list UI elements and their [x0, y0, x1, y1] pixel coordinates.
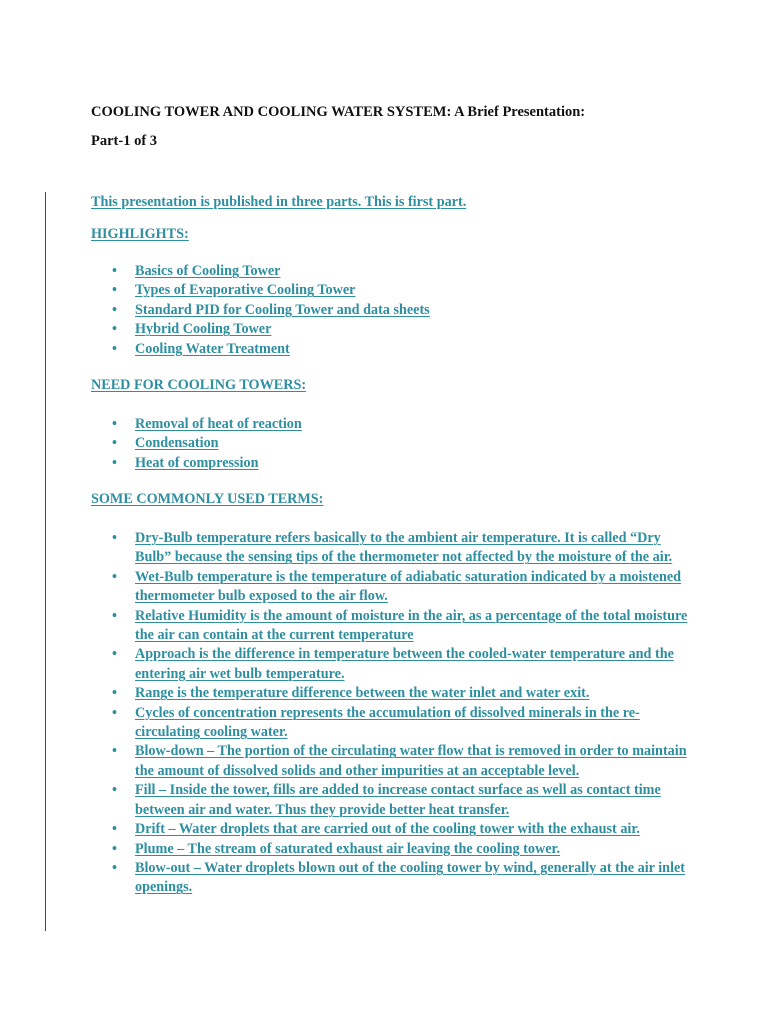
bullet-icon: • [112, 416, 117, 432]
list-item: • Drift – Water droplets that are carried out of the cooling tower with the exhaust air. [112, 820, 692, 839]
highlights-list [112, 262, 692, 359]
document-title: COOLING TOWER AND COOLING WATER SYSTEM: A Brief Presentation: [91, 104, 586, 120]
list-item: • Wet-Bulb temperature is the temperature of adiabatic saturation indicated by a moistened thermometer bulb exposed to the air flow. [112, 568, 682, 605]
list-item: • Fill – Inside the tower, fills are added to increase contact surface as well as contact time between air and water. Thus they provide better heat transfer. [112, 782, 661, 818]
bullet-icon: • [112, 607, 117, 624]
bullet-icon: • [112, 435, 117, 452]
need-list [112, 415, 692, 473]
list-item: • Plume – The stream of saturated exhaust air leaving the cooling tower. [112, 840, 692, 859]
list-item: • Approach is the difference in temperature between the cooled-water temperature and the entering air wet bulb temperature. [112, 646, 674, 682]
highlights-heading: HIGHLIGHTS: [91, 226, 189, 242]
list-item: • Basics of Cooling Tower [112, 262, 692, 281]
bullet-icon: • [112, 685, 117, 702]
list-item: • Removal of heat of reaction [112, 415, 692, 434]
list-item: • Condensation [112, 434, 692, 453]
list-item: • Relative Humidity is the amount of moisture in the air, as a percentage of the total moisture the air can contain at the current temperature [112, 607, 688, 644]
bullet-icon: • [112, 821, 117, 838]
bullet-icon: • [112, 301, 117, 318]
bullet-icon: • [112, 782, 117, 799]
list-item: • Standard PID for Cooling Tower and data sheets [112, 301, 692, 320]
list-item: • Heat of compression [112, 454, 692, 473]
bullet-icon: • [112, 263, 117, 279]
bullet-icon: • [112, 859, 117, 876]
bullet-icon: • [112, 340, 117, 357]
bullet-icon: • [112, 530, 117, 546]
revision-change-bar [45, 192, 46, 931]
list-item: • Cycles of concentration represents the accumulation of dissolved minerals in the re-circulating cooling water. [112, 704, 640, 741]
bullet-icon: • [112, 454, 117, 471]
bullet-icon: • [112, 321, 117, 338]
bullet-icon: • [112, 704, 117, 721]
intro-paragraph: This presentation is published in three parts. This is first part. [91, 194, 467, 210]
bullet-icon: • [112, 743, 117, 760]
list-item: • Range is the temperature difference between the water inlet and water exit. [112, 684, 692, 703]
terms-list [112, 529, 692, 898]
document-part-label: Part-1 of 3 [91, 133, 158, 149]
list-item: • Blow-out – Water droplets blown out of the cooling tower by wind, generally at the air inlet openings. [112, 859, 686, 896]
terms-heading: SOME COMMONLY USED TERMS: [91, 491, 324, 507]
list-item: • Dry-Bulb temperature refers basically to the ambient air temperature. It is called “Dry Bulb” because the sensing tips of the thermometer not affected by the moisture of the air. [112, 530, 673, 566]
list-item: • Types of Evaporative Cooling Tower [112, 281, 692, 300]
list-item: • Hybrid Cooling Tower [112, 320, 692, 339]
bullet-icon: • [112, 568, 117, 585]
bullet-icon: • [112, 282, 117, 299]
bullet-icon: • [112, 840, 117, 857]
bullet-icon: • [112, 646, 117, 663]
list-item: • Cooling Water Treatment [112, 340, 692, 359]
list-item: • Blow-down – The portion of the circulating water flow that is removed in order to maintain the amount of dissolved solids and other impurities at an acceptable level. [112, 743, 687, 779]
need-heading: NEED FOR COOLING TOWERS: [91, 377, 307, 393]
